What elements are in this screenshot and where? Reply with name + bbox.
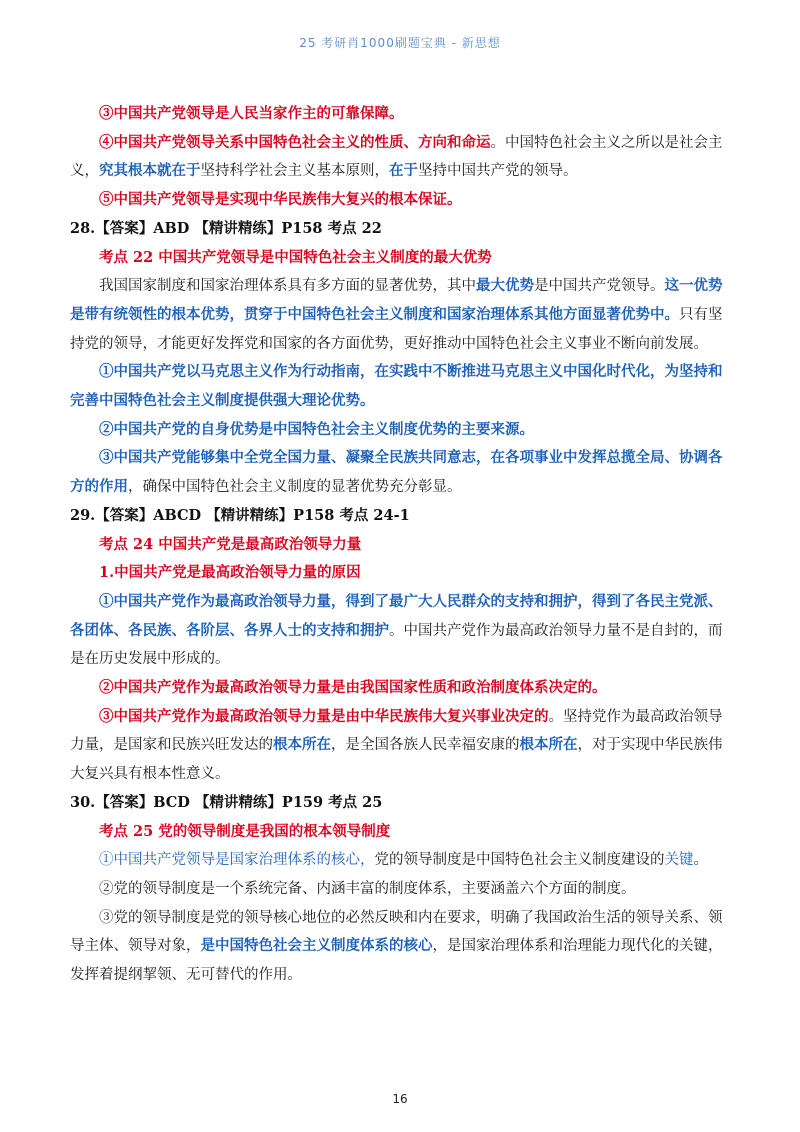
kaodian-22-item-3: ③中国共产党能够集中全党全国力量、凝聚全民族共同意志，在各项事业中发挥总揽全局、协调各方的作用，确保中国特色社会主义制度的显著优势充分彰显。 bbox=[70, 449, 723, 496]
kaodian-25-item-1: ①中国共产党领导是国家治理体系的核心，党的领导制度是中国特色社会主义制度建设的关键。 bbox=[99, 852, 708, 869]
answer-29-heading: 29.【答案】ABCD 【精讲精练】P158 考点 24-1 bbox=[70, 506, 410, 524]
answer-28-heading: 28.【答案】ABD 【精讲精练】P158 考点 22 bbox=[70, 219, 382, 237]
answer-explanations bbox=[70, 100, 736, 990]
kaodian-25-title: 考点 25 党的领导制度是我国的根本领导制度 bbox=[99, 822, 391, 840]
kaodian-24-item-2: ②中国共产党作为最高政治领导力量是由我国国家性质和政治制度体系决定的。 bbox=[99, 679, 607, 697]
kaodian-24-title: 考点 24 中国共产党是最高政治领导力量 bbox=[99, 535, 362, 553]
kaodian-22-title: 考点 22 中国共产党领导是中国特色社会主义制度的最大优势 bbox=[99, 248, 492, 266]
kaodian-24-subtitle: 1.中国共产党是最高政治领导力量的原因 bbox=[99, 564, 361, 582]
page-number: 16 bbox=[392, 1092, 408, 1106]
page-header: 25 考研肖1000刷题宝典 - 新思想 bbox=[299, 36, 501, 50]
kaodian-25-item-3: ③党的领导制度是党的领导核心地位的必然反映和内在要求，明确了我国政治生活的领导关系、领导主体、领导对象，是中国特色社会主义制度体系的核心，是国家治理体系和治理能力现代化的关键，发挥着提纲挈领、无可替代的作用。 bbox=[70, 909, 723, 984]
answer-30-heading: 30.【答案】BCD 【精讲精练】P159 考点 25 bbox=[70, 793, 383, 811]
point-4-nature-direction: ④中国共产党领导关系中国特色社会主义的性质、方向和命运。中国特色社会主义之所以是社会主义，究其根本就在于坚持科学社会主义基本原则，在于坚持中国共产党的领导。 bbox=[70, 133, 723, 180]
point-3-reliable-guarantee: ③中国共产党领导是人民当家作主的可靠保障。 bbox=[99, 105, 404, 122]
kaodian-22-item-2: ②中国共产党的自身优势是中国特色社会主义制度优势的主要来源。 bbox=[99, 420, 534, 438]
kaodian-24-item-1: ①中国共产党作为最高政治领导力量，得到了最广大人民群众的支持和拥护，得到了各民主党派、各团体、各民族、各阶层、各界人士的支持和拥护。中国共产党作为最高政治领导力量不是自封的，而是在历史发展中形成的。 bbox=[70, 592, 723, 668]
kaodian-22-item-1: ①中国共产党以马克思主义作为行动指南，在实践中不断推进马克思主义中国化时代化，为坚持和完善中国特色社会主义制度提供强大理论优势。 bbox=[70, 363, 723, 410]
kaodian-22-intro: 我国国家制度和国家治理体系具有多方面的显著优势，其中最大优势是中国共产党领导。这一优势是带有统领性的根本优势，贯穿于中国特色社会主义制度和国家治理体系其他方面显著优势中。只有坚持党的领导，才能更好发挥党和国家的各方面优势，更好推动中国特色社会主义事业不断向前发展。 bbox=[70, 277, 723, 352]
kaodian-25-item-2: ②党的领导制度是一个系统完备、内涵丰富的制度体系，主要涵盖六个方面的制度。 bbox=[99, 880, 636, 897]
point-5-fundamental-guarantee: ⑤中国共产党领导是实现中华民族伟大复兴的根本保证。 bbox=[99, 191, 462, 209]
kaodian-24-item-3: ③中国共产党作为最高政治领导力量是由中华民族伟大复兴事业决定的。坚持党作为最高政治领导力量，是国家和民族兴旺发达的根本所在，是全国各族人民幸福安康的根本所在，对于实现中华民族伟大复兴具有根本性意义。 bbox=[70, 707, 723, 783]
